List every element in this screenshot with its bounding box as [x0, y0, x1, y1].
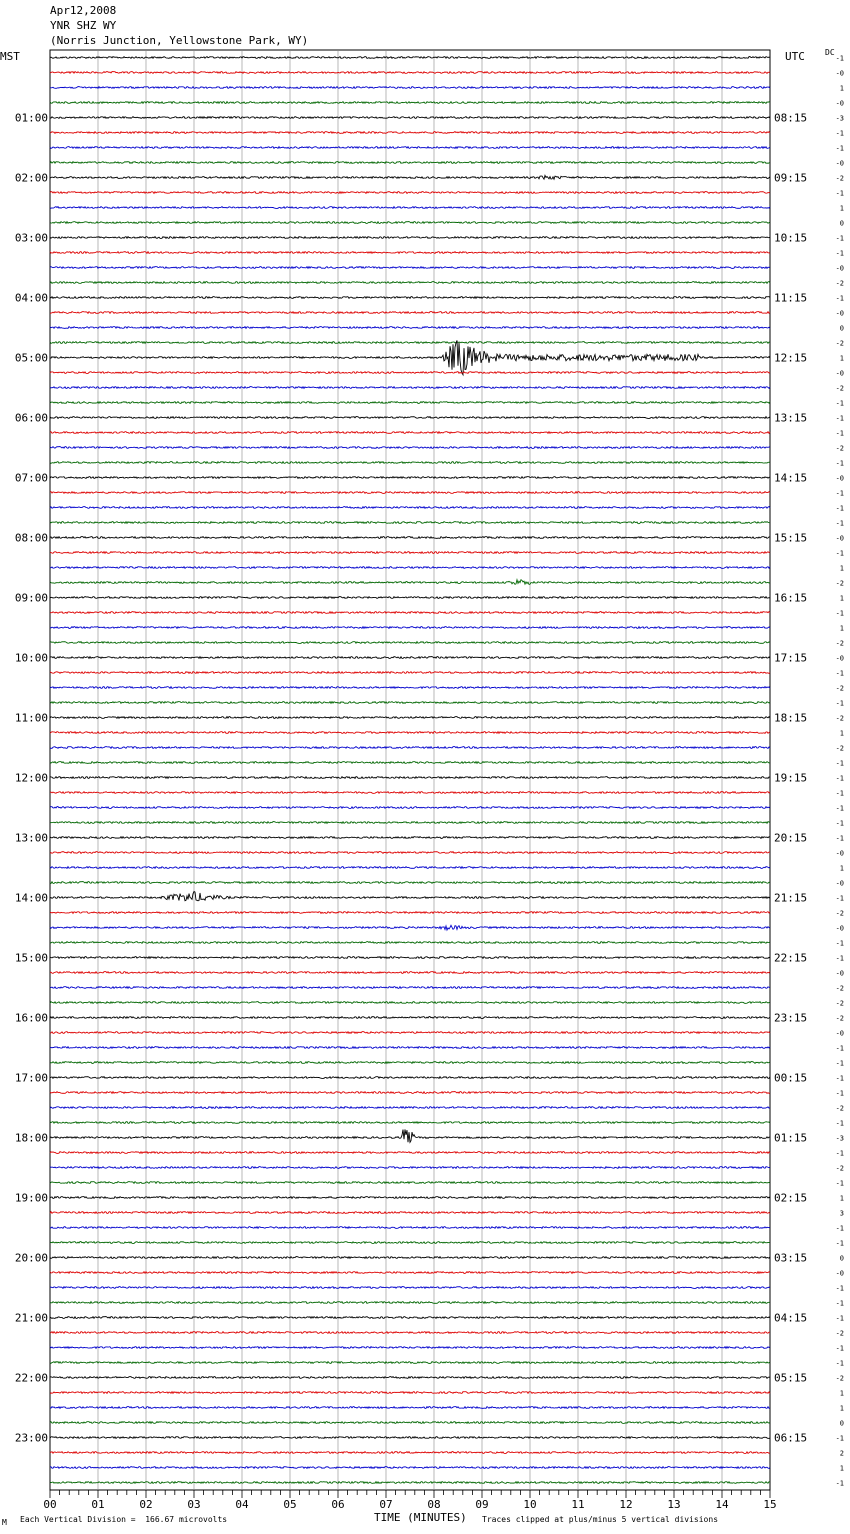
dc-offset-label: -0	[835, 969, 844, 978]
trace-line-74	[50, 1167, 770, 1169]
trace-line-25	[50, 432, 770, 434]
left-hour-label: 01:00	[14, 111, 48, 125]
right-timezone-label: UTC	[785, 50, 805, 63]
trace-line-55	[50, 882, 770, 884]
dc-offset-label: -1	[835, 144, 844, 153]
trace-line-81	[50, 1272, 770, 1274]
trace-line-43	[50, 702, 770, 704]
trace-line-12	[50, 237, 770, 239]
x-tick-label-00: 00	[43, 1498, 57, 1511]
dc-offset-label: -0	[835, 99, 844, 108]
right-hour-label: 19:15	[774, 771, 808, 785]
dc-offset-label: -1	[835, 1224, 844, 1233]
trace-line-60	[50, 957, 770, 959]
left-hour-label: 04:00	[14, 291, 48, 305]
right-hour-label: 08:15	[774, 111, 808, 125]
trace-line-72	[50, 1129, 770, 1142]
dc-offset-label: -1	[835, 1299, 844, 1308]
dc-offset-label: -1	[835, 759, 844, 768]
x-tick-label-07: 07	[379, 1498, 393, 1511]
dc-offset-label: -1	[835, 609, 844, 618]
dc-offset-label: -1	[835, 1479, 844, 1488]
right-hour-label: 03:15	[774, 1251, 808, 1265]
right-hour-label: 11:15	[774, 291, 808, 305]
trace-line-71	[50, 1122, 770, 1124]
dc-offset-label: -1	[835, 1314, 844, 1323]
dc-offset-label: 1	[839, 1389, 844, 1398]
dc-offset-label: -0	[835, 309, 844, 318]
trace-line-76	[50, 1197, 770, 1199]
trace-line-83	[50, 1302, 770, 1304]
dc-offset-label: 1	[839, 729, 844, 738]
trace-line-36	[50, 597, 770, 599]
dc-offset-label: -2	[835, 909, 844, 918]
trace-line-73	[50, 1152, 770, 1154]
trace-line-40	[50, 657, 770, 659]
dc-offset-label: 1	[839, 594, 844, 603]
x-tick-label-09: 09	[475, 1498, 489, 1511]
dc-offset-label: -0	[835, 474, 844, 483]
dc-offset-label: -2	[835, 384, 844, 393]
dc-offset-label: -2	[835, 174, 844, 183]
trace-line-0	[50, 57, 770, 59]
trace-line-85	[50, 1332, 770, 1334]
trace-line-53	[50, 852, 770, 854]
trace-line-94	[50, 1467, 770, 1469]
dc-offset-label: -0	[835, 1269, 844, 1278]
trace-line-23	[50, 402, 770, 404]
trace-line-70	[50, 1107, 770, 1109]
dc-offset-label: -0	[835, 1029, 844, 1038]
trace-line-22	[50, 387, 770, 389]
dc-offset-label: 1	[839, 564, 844, 573]
right-hour-label: 21:15	[774, 891, 808, 905]
dc-label: DC	[825, 48, 835, 57]
dc-offset-label: 0	[839, 1419, 844, 1428]
trace-line-13	[50, 252, 770, 254]
dc-offset-label: -2	[835, 279, 844, 288]
x-tick-label-06: 06	[331, 1498, 345, 1511]
dc-offset-label: -1	[835, 429, 844, 438]
left-timezone-label: MST	[0, 50, 20, 63]
dc-offset-label: -1	[835, 1179, 844, 1188]
trace-line-42	[50, 687, 770, 689]
dc-offset-label: 1	[839, 1194, 844, 1203]
dc-offset-label: -1	[835, 1059, 844, 1068]
minute-gridlines	[98, 50, 722, 1490]
trace-line-88	[50, 1377, 770, 1379]
trace-line-62	[50, 987, 770, 989]
trace-line-54	[50, 867, 770, 869]
trace-line-67	[50, 1062, 770, 1064]
dc-offset-label: -1	[835, 249, 844, 258]
dc-offset-label: -1	[835, 54, 844, 63]
dc-offset-label: -1	[835, 1074, 844, 1083]
trace-line-11	[50, 222, 770, 224]
trace-line-27	[50, 462, 770, 464]
trace-line-77	[50, 1212, 770, 1214]
right-hour-label: 20:15	[774, 831, 808, 845]
dc-offset-label: -1	[835, 1149, 844, 1158]
trace-line-6	[50, 147, 770, 149]
dc-offset-label: -2	[835, 684, 844, 693]
dc-offset-label: 0	[839, 324, 844, 333]
trace-line-69	[50, 1092, 770, 1094]
dc-offset-label: -1	[835, 234, 844, 243]
dc-offset-label: -1	[835, 459, 844, 468]
dc-offset-label: -1	[835, 504, 844, 513]
dc-offset-label: -1	[835, 189, 844, 198]
right-hour-label: 23:15	[774, 1011, 808, 1025]
dc-offset-labels	[836, 55, 844, 1488]
trace-line-8	[50, 175, 770, 179]
dc-offset-label: -1	[835, 294, 844, 303]
trace-line-39	[50, 642, 770, 644]
trace-line-32	[50, 537, 770, 539]
dc-offset-label: 1	[839, 624, 844, 633]
right-hour-label: 04:15	[774, 1311, 808, 1325]
left-hour-label: 03:00	[14, 231, 48, 245]
dc-offset-label: -1	[835, 819, 844, 828]
trace-line-28	[50, 477, 770, 479]
trace-line-29	[50, 492, 770, 494]
trace-line-21	[50, 372, 770, 374]
x-tick-label-04: 04	[235, 1498, 249, 1511]
trace-line-35	[50, 580, 770, 585]
trace-line-56	[50, 892, 770, 901]
dc-offset-label: -2	[835, 444, 844, 453]
left-hour-label: 22:00	[14, 1371, 48, 1385]
right-hour-label: 09:15	[774, 171, 808, 185]
trace-line-45	[50, 732, 770, 734]
x-tick-label-12: 12	[619, 1498, 633, 1511]
trace-line-31	[50, 521, 770, 523]
trace-line-17	[50, 312, 770, 314]
dc-offset-label: -2	[835, 984, 844, 993]
left-hour-label: 15:00	[14, 951, 48, 965]
dc-offset-label: -1	[835, 519, 844, 528]
trace-line-91	[50, 1422, 770, 1424]
trace-line-93	[50, 1452, 770, 1454]
trace-line-65	[50, 1032, 770, 1034]
trace-line-38	[50, 627, 770, 629]
dc-offset-label: 1	[839, 354, 844, 363]
trace-line-3	[50, 102, 770, 104]
dc-offset-label: -3	[835, 1134, 844, 1143]
trace-line-9	[50, 192, 770, 194]
right-hour-label: 18:15	[774, 711, 808, 725]
trace-line-4	[50, 117, 770, 119]
left-hour-label: 08:00	[14, 531, 48, 545]
trace-line-51	[50, 822, 770, 824]
trace-line-68	[50, 1077, 770, 1079]
dc-offset-label: -1	[835, 1284, 844, 1293]
trace-line-86	[50, 1347, 770, 1349]
dc-offset-label: -2	[835, 1374, 844, 1383]
trace-line-79	[50, 1242, 770, 1244]
trace-line-7	[50, 162, 770, 164]
dc-offset-label: 1	[839, 204, 844, 213]
dc-offset-label: -1	[835, 399, 844, 408]
left-hour-label: 02:00	[14, 171, 48, 185]
corner-mark: M	[2, 1518, 7, 1527]
trace-line-5	[50, 132, 770, 134]
trace-line-24	[50, 417, 770, 419]
right-hour-label: 06:15	[774, 1431, 808, 1445]
dc-offset-label: -1	[835, 1044, 844, 1053]
time-axis	[43, 1490, 776, 1511]
trace-line-57	[50, 912, 770, 914]
trace-line-89	[50, 1392, 770, 1394]
right-hour-label: 00:15	[774, 1071, 808, 1085]
dc-offset-label: 0	[839, 219, 844, 228]
dc-offset-label: -1	[835, 1239, 844, 1248]
dc-offset-label: -0	[835, 369, 844, 378]
left-hour-label: 13:00	[14, 831, 48, 845]
location-label: (Norris Junction, Yellowstone Park, WY)	[50, 34, 309, 47]
right-hour-label: 02:15	[774, 1191, 808, 1205]
left-hour-label: 11:00	[14, 711, 48, 725]
right-hour-label: 17:15	[774, 651, 808, 665]
trace-line-18	[50, 327, 770, 329]
trace-line-63	[50, 1002, 770, 1004]
x-tick-label-10: 10	[523, 1498, 537, 1511]
dc-offset-label: -1	[835, 414, 844, 423]
x-tick-label-14: 14	[715, 1498, 729, 1511]
dc-offset-label: -1	[835, 669, 844, 678]
trace-line-37	[50, 612, 770, 614]
x-tick-label-08: 08	[427, 1498, 441, 1511]
left-hour-label: 14:00	[14, 891, 48, 905]
left-hour-label: 23:00	[14, 1431, 48, 1445]
dc-offset-label: -1	[835, 774, 844, 783]
left-hour-label: 21:00	[14, 1311, 48, 1325]
dc-offset-label: -2	[835, 1014, 844, 1023]
trace-line-64	[50, 1017, 770, 1019]
dc-offset-label: -1	[835, 1119, 844, 1128]
trace-line-20	[50, 340, 770, 374]
trace-line-16	[50, 297, 770, 299]
trace-line-44	[50, 717, 770, 719]
dc-offset-label: -1	[835, 1344, 844, 1353]
trace-line-49	[50, 792, 770, 794]
trace-line-30	[50, 507, 770, 509]
left-hour-label: 16:00	[14, 1011, 48, 1025]
x-tick-label-15: 15	[763, 1498, 777, 1511]
left-hour-label: 06:00	[14, 411, 48, 425]
left-hour-label: 10:00	[14, 651, 48, 665]
dc-offset-label: -1	[835, 1359, 844, 1368]
dc-offset-label: -2	[835, 714, 844, 723]
dc-offset-label: -1	[835, 489, 844, 498]
trace-line-1	[50, 72, 770, 74]
dc-offset-label: -2	[835, 639, 844, 648]
dc-offset-label: -3	[835, 114, 844, 123]
date-label: Apr12,2008	[50, 4, 117, 17]
x-axis-title: TIME (MINUTES)	[374, 1511, 467, 1524]
x-tick-label-11: 11	[571, 1498, 585, 1511]
scale-note: Each Vertical Division = 166.67 microvolts	[20, 1515, 228, 1524]
dc-offset-label: 2	[839, 1449, 844, 1458]
dc-offset-label: -2	[835, 1329, 844, 1338]
right-hour-label: 12:15	[774, 351, 808, 365]
dc-offset-label: -2	[835, 579, 844, 588]
trace-line-19	[50, 342, 770, 344]
x-tick-label-13: 13	[667, 1498, 681, 1511]
trace-line-84	[50, 1317, 770, 1319]
trace-line-61	[50, 972, 770, 974]
dc-offset-label: 1	[839, 1404, 844, 1413]
dc-offset-label: -0	[835, 879, 844, 888]
dc-offset-label: -0	[835, 924, 844, 933]
trace-line-80	[50, 1257, 770, 1259]
right-hour-label: 22:15	[774, 951, 808, 965]
trace-line-34	[50, 567, 770, 569]
x-tick-label-01: 01	[91, 1498, 105, 1511]
trace-line-50	[50, 807, 770, 809]
trace-line-92	[50, 1437, 770, 1439]
trace-line-33	[50, 552, 770, 554]
left-hour-label: 20:00	[14, 1251, 48, 1265]
trace-line-14	[50, 267, 770, 269]
trace-line-10	[50, 207, 770, 209]
dc-offset-label: -2	[835, 1104, 844, 1113]
trace-line-66	[50, 1047, 770, 1049]
dc-offset-label: 1	[839, 84, 844, 93]
dc-offset-label: 1	[839, 1464, 844, 1473]
trace-line-26	[50, 447, 770, 449]
trace-line-48	[50, 777, 770, 779]
trace-line-82	[50, 1287, 770, 1289]
dc-offset-label: -0	[835, 159, 844, 168]
dc-offset-label: 3	[839, 1209, 844, 1218]
left-hour-label: 09:00	[14, 591, 48, 605]
x-tick-label-03: 03	[187, 1498, 201, 1511]
dc-offset-label: -0	[835, 849, 844, 858]
trace-line-58	[50, 925, 770, 930]
dc-offset-label: -1	[835, 1434, 844, 1443]
trace-line-90	[50, 1407, 770, 1409]
right-hour-label: 13:15	[774, 411, 808, 425]
dc-offset-label: 0	[839, 1254, 844, 1263]
left-hour-label: 07:00	[14, 471, 48, 485]
dc-offset-label: -0	[835, 534, 844, 543]
dc-offset-label: -0	[835, 264, 844, 273]
dc-offset-label: -1	[835, 699, 844, 708]
trace-line-47	[50, 762, 770, 764]
right-hour-label: 14:15	[774, 471, 808, 485]
trace-line-41	[50, 672, 770, 674]
trace-line-75	[50, 1182, 770, 1184]
dc-offset-label: -2	[835, 744, 844, 753]
dc-offset-label: -2	[835, 1164, 844, 1173]
dc-offset-label: -0	[835, 69, 844, 78]
dc-offset-label: -1	[835, 129, 844, 138]
left-hour-label: 12:00	[14, 771, 48, 785]
left-hour-label: 19:00	[14, 1191, 48, 1205]
dc-offset-label: -1	[835, 1089, 844, 1098]
dc-offset-label: -1	[835, 894, 844, 903]
trace-line-2	[50, 87, 770, 89]
left-hour-label: 18:00	[14, 1131, 48, 1145]
left-hour-label: 17:00	[14, 1071, 48, 1085]
trace-line-95	[50, 1482, 770, 1484]
dc-offset-label: 1	[839, 864, 844, 873]
right-hour-label: 15:15	[774, 531, 808, 545]
seismogram-traces	[50, 57, 770, 1484]
right-hour-label: 10:15	[774, 231, 808, 245]
clip-note: Traces clipped at plus/minus 5 vertical divisions	[482, 1515, 719, 1524]
right-hour-label: 16:15	[774, 591, 808, 605]
station-label: YNR SHZ WY	[50, 19, 117, 32]
left-hour-label: 05:00	[14, 351, 48, 365]
plot-frame	[50, 50, 770, 1490]
right-hour-label: 01:15	[774, 1131, 808, 1145]
dc-offset-label: -1	[835, 804, 844, 813]
dc-offset-label: -1	[835, 549, 844, 558]
dc-offset-label: -1	[835, 954, 844, 963]
dc-offset-label: -2	[835, 999, 844, 1008]
dc-offset-label: -0	[835, 654, 844, 663]
x-tick-label-02: 02	[139, 1498, 153, 1511]
trace-line-52	[50, 837, 770, 839]
trace-line-78	[50, 1227, 770, 1229]
trace-line-59	[50, 942, 770, 944]
right-hour-label: 05:15	[774, 1371, 808, 1385]
trace-line-15	[50, 282, 770, 284]
trace-line-46	[50, 747, 770, 749]
dc-offset-label: -2	[835, 339, 844, 348]
dc-offset-label: -1	[835, 834, 844, 843]
dc-offset-label: -1	[835, 939, 844, 948]
x-tick-label-05: 05	[283, 1498, 297, 1511]
dc-offset-label: -1	[835, 789, 844, 798]
trace-line-87	[50, 1362, 770, 1364]
